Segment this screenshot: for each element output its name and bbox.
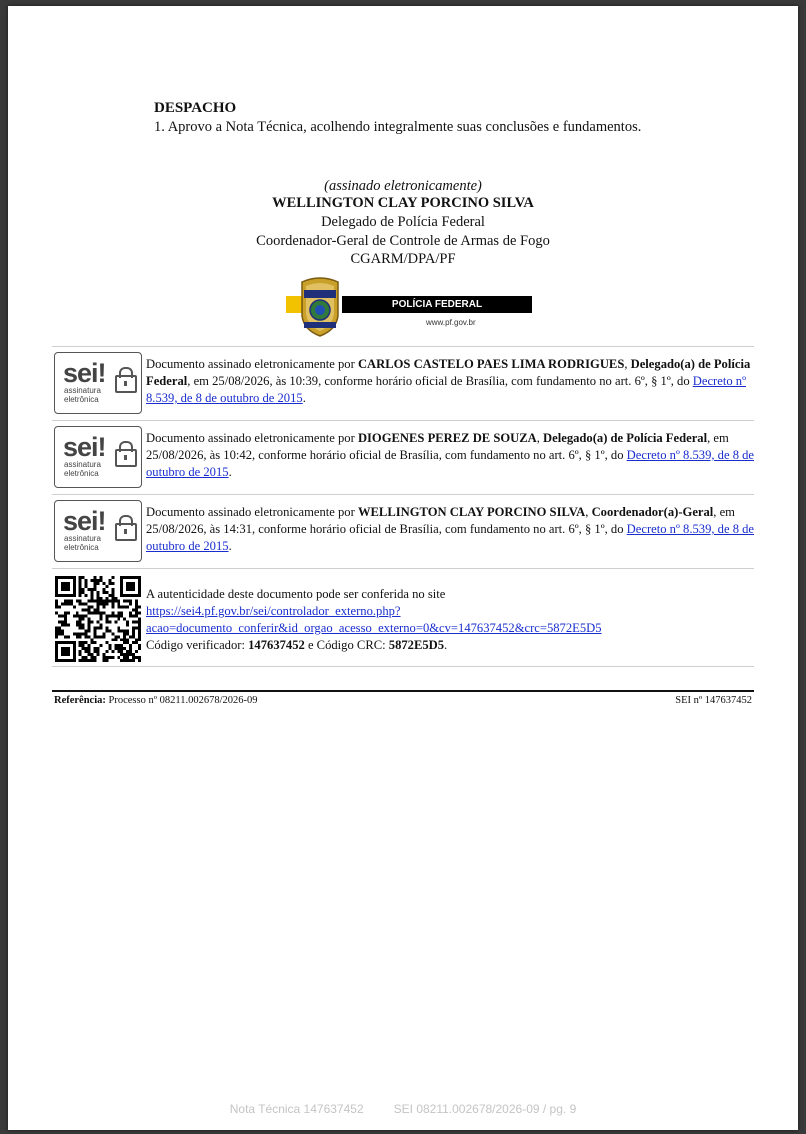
sei-number: SEI nº 147637452 [675, 695, 752, 706]
page-watermark: Nota Técnica 147637452 SEI 08211.002678/2026-09 / pg. 9 [229, 1102, 577, 1116]
police-badge-icon [298, 276, 342, 338]
signature-text: Documento assinado eletronicamente por DIOGENES PEREZ DE SOUZA, Delegado(a) de Polícia Federal, em 25/08/2026, às 10:42, conforme horário oficial de Brasília, com fundamento no art. 6º, § 1º, do Decreto nº 8.539, de 8 de outubro de 2015. [146, 431, 755, 479]
divider [52, 420, 754, 421]
divider [52, 494, 754, 495]
decree-link[interactable]: Decreto nº 8.539, de 8 de outubro de 2015 [146, 448, 755, 479]
signature-block [52, 348, 754, 418]
despacho-title: DESPACHO [154, 100, 237, 116]
document-page [8, 6, 798, 1130]
divider [52, 666, 754, 667]
signer-name: DIOGENES PEREZ DE SOUZA [357, 431, 537, 445]
sei-seal-subtitle: assinatura eletrônica [64, 534, 101, 552]
lock-icon [115, 523, 137, 541]
logo-url: www.pf.gov.br [426, 318, 476, 327]
signer-role: Delegado(a) de Polícia Federal [543, 431, 708, 445]
sei-seal [54, 500, 142, 562]
verification-link[interactable]: https://sei4.pf.gov.br/sei/controlador_externo.php? acao=documento_conferir&id_orgao_acesso_externo=0&cv=147637452&crc=5872E5D5 [146, 604, 602, 635]
footer-divider [52, 690, 754, 692]
signer-role: Delegado de Polícia Federal [321, 214, 485, 230]
lock-icon [115, 449, 137, 467]
signature-block [52, 422, 754, 492]
verification-code: 147637452 [248, 638, 305, 652]
signature-block [52, 496, 754, 566]
lock-icon [115, 375, 137, 393]
signer-position: Coordenador-Geral de Controle de Armas de Fogo [256, 233, 550, 249]
divider [52, 346, 754, 347]
despacho-item: 1. Aprovo a Nota Técnica, acolhendo integralmente suas conclusões e fundamentos. [154, 119, 642, 135]
sei-seal-subtitle: assinatura eletrônica [64, 386, 101, 404]
signer-role: Delegado(a) de Polícia Federal [146, 357, 751, 388]
signer-unit: CGARM/DPA/PF [350, 251, 456, 267]
signature-text: Documento assinado eletronicamente por WELLINGTON CLAY PORCINO SILVA, Coordenador(a)-Geral, em 25/08/2026, às 14:31, conforme horário oficial de Brasília, com fundamento no art. 6º, § 1º, do Decreto nº 8.539, de 8 de outubro de 2015. [146, 505, 755, 553]
decree-link[interactable]: Decreto nº 8.539, de 8 de outubro de 2015 [146, 374, 746, 405]
sei-seal [54, 426, 142, 488]
sei-logo-text: sei! [63, 358, 106, 388]
logo-bar-text: POLÍCIA FEDERAL [342, 296, 532, 313]
signer-name: WELLINGTON CLAY PORCINO SILVA [272, 195, 534, 211]
authenticity-text: A autenticidade deste documento pode ser conferida no site https://sei4.pf.gov.br/sei/controlador_externo.php? acao=documento_conferir&id_orgao_acesso_externo=0&cv=147637452&crc=5872E5D5 Código verificador: 147637452 e Código CRC: 5872E5D5. [146, 587, 602, 652]
divider [52, 568, 754, 569]
policia-federal-logo [276, 276, 536, 342]
signer-role: Coordenador(a)-Geral [591, 505, 714, 519]
signer-name: CARLOS CASTELO PAES LIMA RODRIGUES [357, 357, 625, 371]
decree-link[interactable]: Decreto nº 8.539, de 8 de outubro de 2015 [146, 522, 755, 553]
signature-note: (assinado eletronicamente) [324, 178, 482, 194]
sei-seal-subtitle: assinatura eletrônica [64, 460, 101, 478]
sei-logo-text: sei! [63, 432, 106, 462]
signature-text: Documento assinado eletronicamente por CARLOS CASTELO PAES LIMA RODRIGUES, Delegado(a) de Polícia Federal, em 25/08/2026, às 10:39, conforme horário oficial de Brasília, com fundamento no art. 6º, § 1º, do Decreto nº 8.539, de 8 de outubro de 2015. [146, 357, 751, 405]
sei-seal [54, 352, 142, 414]
process-reference: Referência: Processo nº 08211.002678/2026-09 [54, 695, 258, 706]
sei-logo-text: sei! [63, 506, 106, 536]
signer-name: WELLINGTON CLAY PORCINO SILVA [357, 505, 586, 519]
crc-code: 5872E5D5 [388, 638, 445, 652]
qr-code-icon [55, 576, 141, 662]
